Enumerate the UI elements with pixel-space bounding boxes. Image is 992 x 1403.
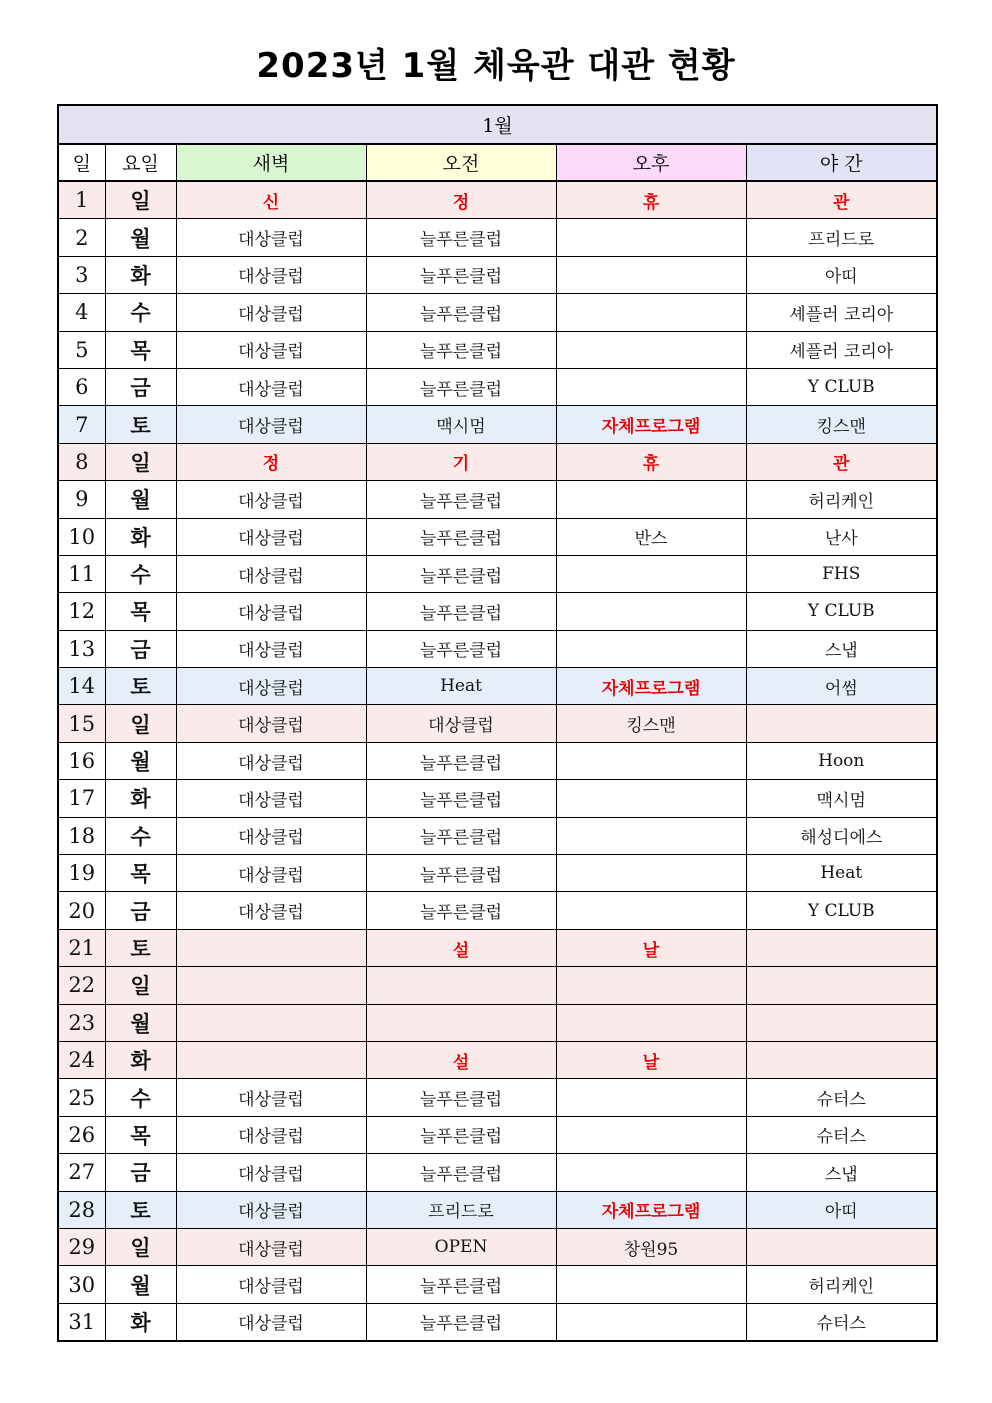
- cell-morning: 늘푸른클럽: [366, 331, 556, 368]
- cell-dawn: 대상클럽: [176, 1154, 366, 1191]
- cell-weekday: 일: [105, 967, 176, 1004]
- table-row: [58, 1116, 937, 1153]
- table-row: [58, 1266, 937, 1303]
- cell-night: [746, 967, 937, 1004]
- cell-afternoon: 킹스맨: [556, 705, 746, 742]
- cell-morning: 기: [366, 443, 556, 480]
- cell-weekday: 금: [105, 630, 176, 667]
- cell-morning: Heat: [366, 668, 556, 705]
- table-row: [58, 406, 937, 443]
- cell-night: 허리케인: [746, 481, 937, 518]
- cell-weekday: 일: [105, 1228, 176, 1265]
- cell-afternoon: 자체프로그램: [556, 406, 746, 443]
- cell-weekday: 수: [105, 555, 176, 592]
- cell-morning: 늘푸른클럽: [366, 256, 556, 293]
- cell-day: 21: [58, 929, 105, 966]
- cell-morning: 늘푸른클럽: [366, 518, 556, 555]
- cell-weekday: 목: [105, 855, 176, 892]
- cell-morning: 늘푸른클럽: [366, 892, 556, 929]
- cell-morning: 늘푸른클럽: [366, 1116, 556, 1153]
- cell-dawn: 대상클럽: [176, 1079, 366, 1116]
- cell-weekday: 목: [105, 593, 176, 630]
- table-row: [58, 518, 937, 555]
- cell-day: 28: [58, 1191, 105, 1228]
- cell-dawn: [176, 967, 366, 1004]
- cell-weekday: 월: [105, 742, 176, 779]
- table-row: [58, 256, 937, 293]
- cell-morning: 늘푸른클럽: [366, 1303, 556, 1341]
- cell-dawn: 대상클럽: [176, 1266, 366, 1303]
- cell-day: 11: [58, 555, 105, 592]
- cell-day: 23: [58, 1004, 105, 1041]
- cell-night: 스냅: [746, 1154, 937, 1191]
- cell-afternoon: [556, 1303, 746, 1341]
- cell-dawn: 대상클럽: [176, 892, 366, 929]
- cell-dawn: 대상클럽: [176, 593, 366, 630]
- cell-afternoon: 날: [556, 929, 746, 966]
- cell-afternoon: [556, 1004, 746, 1041]
- table-row: [58, 443, 937, 480]
- cell-afternoon: 자체프로그램: [556, 668, 746, 705]
- cell-weekday: 토: [105, 1191, 176, 1228]
- cell-weekday: 금: [105, 892, 176, 929]
- cell-afternoon: [556, 1116, 746, 1153]
- table-row: [58, 1079, 937, 1116]
- cell-afternoon: 휴: [556, 181, 746, 219]
- cell-night: [746, 929, 937, 966]
- cell-night: 슈터스: [746, 1303, 937, 1341]
- cell-dawn: 대상클럽: [176, 518, 366, 555]
- cell-day: 13: [58, 630, 105, 667]
- cell-day: 19: [58, 855, 105, 892]
- table-row: [58, 1004, 937, 1041]
- cell-weekday: 금: [105, 1154, 176, 1191]
- cell-night: Hoon: [746, 742, 937, 779]
- cell-dawn: 대상클럽: [176, 256, 366, 293]
- cell-afternoon: [556, 294, 746, 331]
- cell-morning: 늘푸른클럽: [366, 294, 556, 331]
- cell-morning: 늘푸른클럽: [366, 1154, 556, 1191]
- table-row: [58, 219, 937, 256]
- header-morning: 오전: [366, 144, 556, 181]
- table-row: [58, 817, 937, 854]
- cell-night: 관: [746, 443, 937, 480]
- cell-day: 26: [58, 1116, 105, 1153]
- cell-dawn: 대상클럽: [176, 855, 366, 892]
- cell-day: 20: [58, 892, 105, 929]
- page-title: 2023년 1월 체육관 대관 현황: [256, 46, 736, 86]
- table-row: [58, 630, 937, 667]
- cell-dawn: 대상클럽: [176, 481, 366, 518]
- cell-dawn: [176, 1004, 366, 1041]
- table-row: [58, 481, 937, 518]
- cell-morning: 늘푸른클럽: [366, 780, 556, 817]
- cell-weekday: 토: [105, 668, 176, 705]
- table-row: [58, 555, 937, 592]
- table-row: [58, 1154, 937, 1191]
- table-row: [58, 294, 937, 331]
- cell-dawn: 대상클럽: [176, 668, 366, 705]
- cell-dawn: 대상클럽: [176, 331, 366, 368]
- cell-weekday: 토: [105, 929, 176, 966]
- cell-night: 관: [746, 181, 937, 219]
- cell-weekday: 수: [105, 817, 176, 854]
- cell-day: 10: [58, 518, 105, 555]
- cell-night: Y CLUB: [746, 593, 937, 630]
- cell-day: 25: [58, 1079, 105, 1116]
- cell-day: 16: [58, 742, 105, 779]
- cell-afternoon: [556, 1154, 746, 1191]
- cell-morning: [366, 1004, 556, 1041]
- table-row: [58, 780, 937, 817]
- cell-afternoon: 날: [556, 1041, 746, 1078]
- cell-afternoon: [556, 1266, 746, 1303]
- cell-morning: 맥시멈: [366, 406, 556, 443]
- cell-morning: 늘푸른클럽: [366, 855, 556, 892]
- cell-morning: 늘푸른클럽: [366, 630, 556, 667]
- cell-night: FHS: [746, 555, 937, 592]
- cell-night: 해성디에스: [746, 817, 937, 854]
- cell-day: 8: [58, 443, 105, 480]
- cell-dawn: 정: [176, 443, 366, 480]
- cell-night: [746, 1004, 937, 1041]
- cell-day: 29: [58, 1228, 105, 1265]
- cell-dawn: [176, 1041, 366, 1078]
- cell-dawn: 대상클럽: [176, 780, 366, 817]
- table-row: [58, 181, 937, 219]
- cell-day: 15: [58, 705, 105, 742]
- table-row: [58, 1303, 937, 1341]
- cell-morning: 대상클럽: [366, 705, 556, 742]
- cell-morning: 늘푸른클럽: [366, 219, 556, 256]
- table-row: [58, 742, 937, 779]
- header-day: 일: [58, 144, 105, 181]
- cell-afternoon: 자체프로그램: [556, 1191, 746, 1228]
- cell-morning: 늘푸른클럽: [366, 481, 556, 518]
- cell-weekday: 화: [105, 780, 176, 817]
- cell-dawn: 대상클럽: [176, 1116, 366, 1153]
- table-row: [58, 368, 937, 405]
- cell-night: 어썸: [746, 668, 937, 705]
- cell-day: 9: [58, 481, 105, 518]
- month-row: [58, 105, 937, 144]
- cell-afternoon: [556, 817, 746, 854]
- header-afternoon: 오후: [556, 144, 746, 181]
- cell-dawn: 대상클럽: [176, 1228, 366, 1265]
- cell-morning: 정: [366, 181, 556, 219]
- schedule-table: [57, 104, 938, 1342]
- cell-morning: [366, 967, 556, 1004]
- cell-night: 셰플러 코리아: [746, 294, 937, 331]
- cell-dawn: 대상클럽: [176, 1303, 366, 1341]
- cell-weekday: 금: [105, 368, 176, 405]
- cell-afternoon: 휴: [556, 443, 746, 480]
- cell-day: 5: [58, 331, 105, 368]
- cell-day: 2: [58, 219, 105, 256]
- table-row: [58, 705, 937, 742]
- table-row: [58, 668, 937, 705]
- cell-dawn: [176, 929, 366, 966]
- cell-day: 31: [58, 1303, 105, 1341]
- cell-weekday: 월: [105, 1266, 176, 1303]
- cell-night: Y CLUB: [746, 368, 937, 405]
- cell-weekday: 목: [105, 331, 176, 368]
- cell-day: 7: [58, 406, 105, 443]
- cell-day: 24: [58, 1041, 105, 1078]
- cell-day: 14: [58, 668, 105, 705]
- cell-afternoon: [556, 481, 746, 518]
- cell-morning: 늘푸른클럽: [366, 1079, 556, 1116]
- cell-weekday: 월: [105, 1004, 176, 1041]
- table-row: [58, 331, 937, 368]
- cell-morning: 늘푸른클럽: [366, 817, 556, 854]
- cell-dawn: 신: [176, 181, 366, 219]
- cell-day: 18: [58, 817, 105, 854]
- cell-afternoon: 반스: [556, 518, 746, 555]
- cell-morning: 늘푸른클럽: [366, 555, 556, 592]
- table-row: [58, 1191, 937, 1228]
- cell-dawn: 대상클럽: [176, 406, 366, 443]
- cell-afternoon: [556, 331, 746, 368]
- header-dawn: 새벽: [176, 144, 366, 181]
- cell-morning: 설: [366, 929, 556, 966]
- table-row: [58, 1041, 937, 1078]
- cell-afternoon: [556, 630, 746, 667]
- table-row: [58, 892, 937, 929]
- cell-afternoon: [556, 780, 746, 817]
- cell-weekday: 일: [105, 181, 176, 219]
- cell-weekday: 일: [105, 443, 176, 480]
- cell-weekday: 월: [105, 219, 176, 256]
- cell-weekday: 일: [105, 705, 176, 742]
- cell-night: [746, 1041, 937, 1078]
- cell-night: Y CLUB: [746, 892, 937, 929]
- cell-dawn: 대상클럽: [176, 630, 366, 667]
- cell-dawn: 대상클럽: [176, 742, 366, 779]
- cell-day: 1: [58, 181, 105, 219]
- cell-afternoon: [556, 593, 746, 630]
- cell-night: 슈터스: [746, 1116, 937, 1153]
- cell-dawn: 대상클럽: [176, 555, 366, 592]
- header-night: 야 간: [746, 144, 937, 181]
- cell-dawn: 대상클럽: [176, 294, 366, 331]
- cell-morning: 프리드로: [366, 1191, 556, 1228]
- cell-morning: 늘푸른클럽: [366, 368, 556, 405]
- cell-night: Heat: [746, 855, 937, 892]
- cell-afternoon: [556, 368, 746, 405]
- cell-weekday: 화: [105, 256, 176, 293]
- cell-dawn: 대상클럽: [176, 219, 366, 256]
- header-row: [58, 144, 937, 181]
- cell-dawn: 대상클럽: [176, 368, 366, 405]
- cell-weekday: 목: [105, 1116, 176, 1153]
- cell-afternoon: [556, 256, 746, 293]
- cell-night: 허리케인: [746, 1266, 937, 1303]
- cell-afternoon: [556, 742, 746, 779]
- cell-morning: 설: [366, 1041, 556, 1078]
- cell-day: 30: [58, 1266, 105, 1303]
- cell-afternoon: [556, 967, 746, 1004]
- cell-morning: 늘푸른클럽: [366, 1266, 556, 1303]
- cell-morning: 늘푸른클럽: [366, 593, 556, 630]
- table-row: [58, 593, 937, 630]
- cell-day: 4: [58, 294, 105, 331]
- cell-day: 3: [58, 256, 105, 293]
- cell-night: 슈터스: [746, 1079, 937, 1116]
- cell-weekday: 화: [105, 1041, 176, 1078]
- cell-dawn: 대상클럽: [176, 705, 366, 742]
- cell-night: 아띠: [746, 256, 937, 293]
- cell-afternoon: [556, 892, 746, 929]
- cell-night: [746, 1228, 937, 1265]
- cell-weekday: 수: [105, 1079, 176, 1116]
- cell-weekday: 월: [105, 481, 176, 518]
- cell-afternoon: 창원95: [556, 1228, 746, 1265]
- cell-night: 맥시멈: [746, 780, 937, 817]
- table-row: [58, 1228, 937, 1265]
- table-row: [58, 967, 937, 1004]
- cell-dawn: 대상클럽: [176, 817, 366, 854]
- cell-weekday: 화: [105, 518, 176, 555]
- cell-night: 아띠: [746, 1191, 937, 1228]
- cell-day: 6: [58, 368, 105, 405]
- header-weekday: 요일: [105, 144, 176, 181]
- cell-night: 프리드로: [746, 219, 937, 256]
- month-label: 1월: [58, 105, 937, 144]
- cell-afternoon: [556, 1079, 746, 1116]
- cell-weekday: 토: [105, 406, 176, 443]
- cell-day: 22: [58, 967, 105, 1004]
- cell-morning: 늘푸른클럽: [366, 742, 556, 779]
- cell-day: 27: [58, 1154, 105, 1191]
- cell-night: 스냅: [746, 630, 937, 667]
- cell-afternoon: [556, 219, 746, 256]
- cell-night: 킹스맨: [746, 406, 937, 443]
- cell-night: [746, 705, 937, 742]
- cell-night: 난사: [746, 518, 937, 555]
- schedule-rows: [58, 181, 937, 1341]
- table-row: [58, 929, 937, 966]
- cell-afternoon: [556, 555, 746, 592]
- table-row: [58, 855, 937, 892]
- cell-morning: OPEN: [366, 1228, 556, 1265]
- cell-night: 셰플러 코리아: [746, 331, 937, 368]
- cell-day: 17: [58, 780, 105, 817]
- cell-dawn: 대상클럽: [176, 1191, 366, 1228]
- cell-weekday: 수: [105, 294, 176, 331]
- cell-afternoon: [556, 855, 746, 892]
- cell-weekday: 화: [105, 1303, 176, 1341]
- cell-day: 12: [58, 593, 105, 630]
